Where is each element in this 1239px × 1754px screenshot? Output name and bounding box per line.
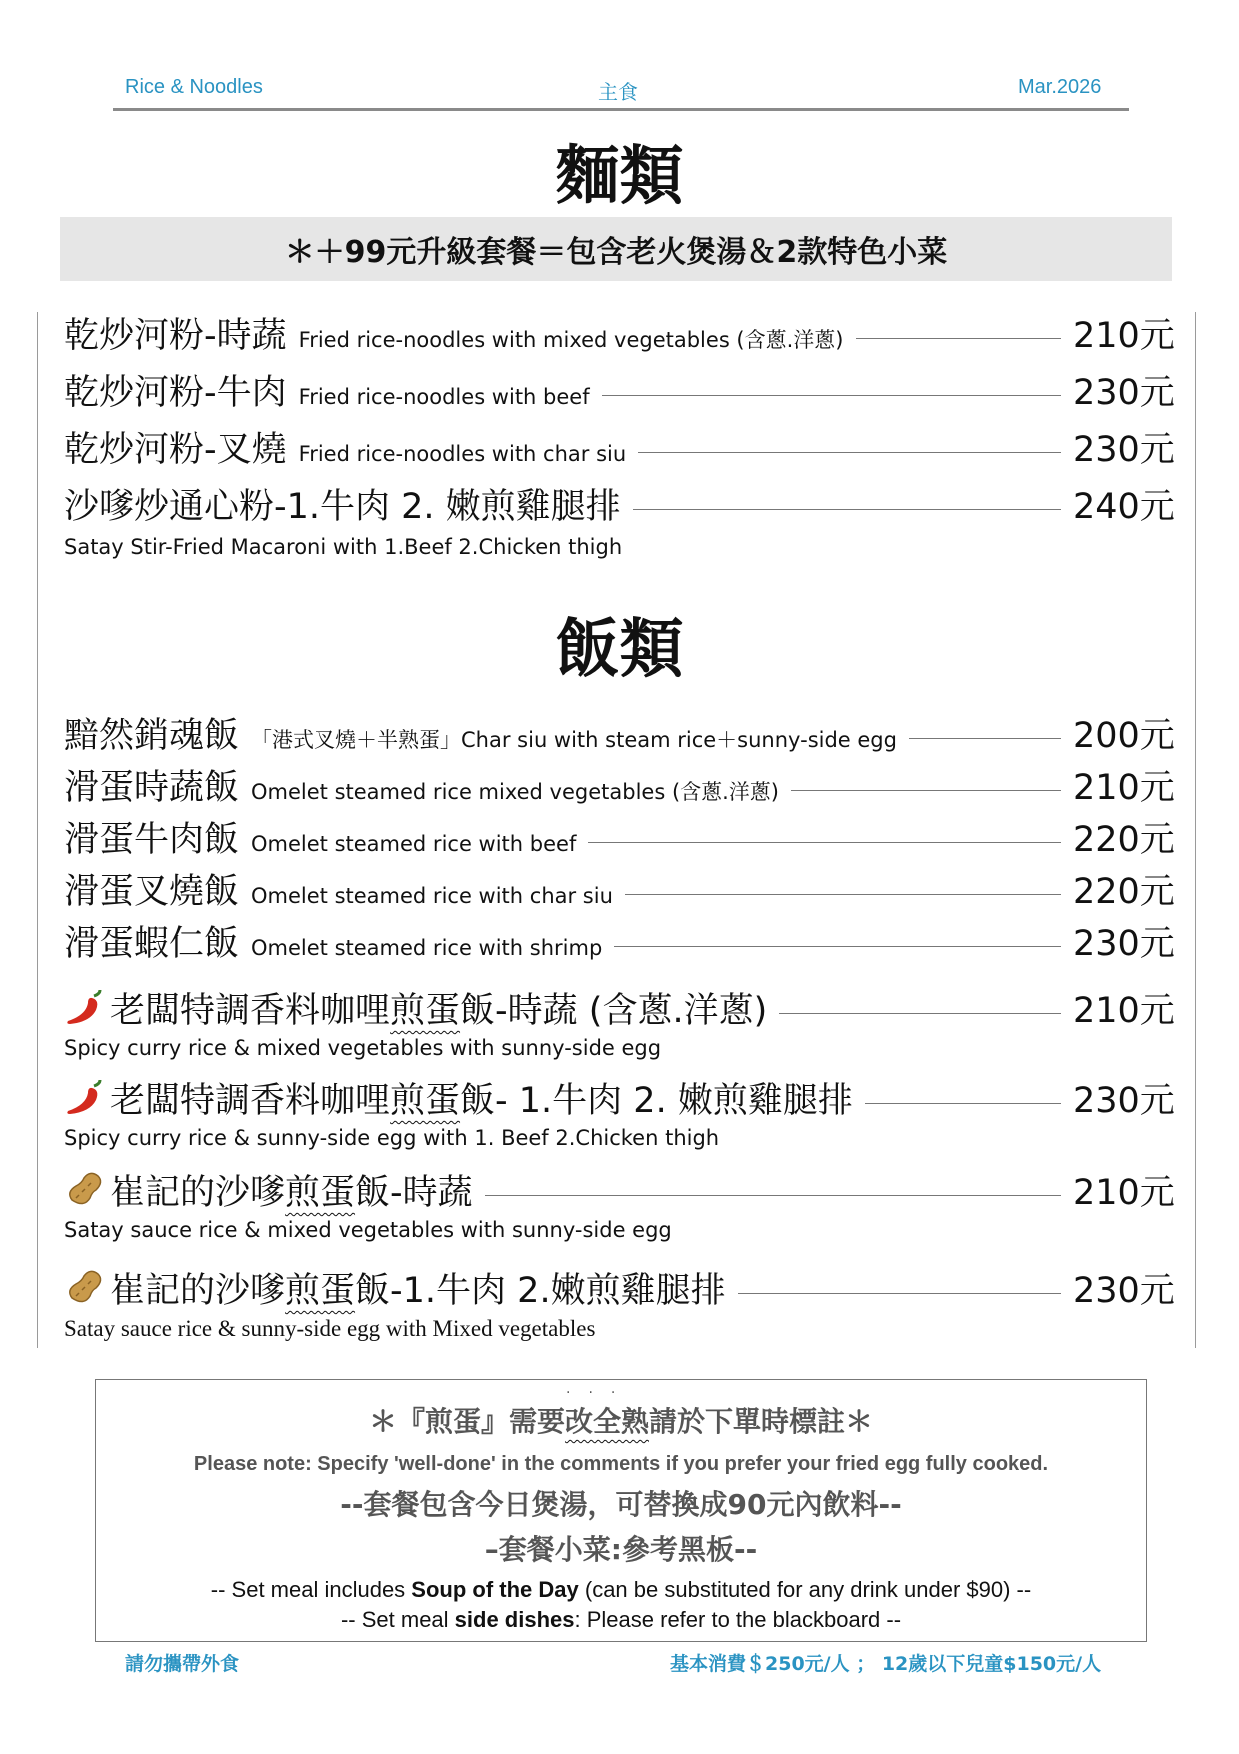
- special-item: [64, 1263, 1185, 1313]
- item-name-part: 崔記的沙嗲: [110, 1271, 286, 1311]
- footer-right: 基本消費＄250元/人 ； 12歲以下兒童$150元/人: [670, 1653, 1102, 1675]
- item-name-part: 煎蛋: [390, 1081, 461, 1121]
- special-item: [64, 1165, 1185, 1215]
- peanut-icon: [64, 1170, 104, 1210]
- side-note-part: side dishes: [454, 1607, 575, 1632]
- item-price: 230元: [1073, 373, 1175, 413]
- leader-line: [638, 452, 1061, 453]
- left-border-line: [37, 312, 38, 1348]
- leader-line: [865, 1103, 1061, 1104]
- item-desc: 「港式叉燒＋半熟蛋」Char siu with steam rice＋sunny-side egg: [251, 728, 897, 752]
- item-name: 沙嗲炒通心粉-1.牛肉 2. 嫩煎雞腿排: [64, 487, 621, 527]
- item-price: 210元: [1073, 991, 1175, 1031]
- item-name-part: 飯- 1.牛肉 2. 嫩煎雞腿排: [460, 1081, 853, 1121]
- side-note-part: -- Set meal: [340, 1607, 455, 1632]
- item-desc: Omelet steamed rice with char siu: [251, 884, 613, 908]
- header-right: Mar.2026: [1018, 76, 1102, 98]
- soup-note-part: -- Set meal includes: [210, 1577, 412, 1602]
- item-subtitle: Satay Stir-Fried Macaroni with 1.Beef 2.Chicken thigh: [64, 535, 623, 559]
- item-name: 滑蛋叉燒飯: [64, 872, 240, 912]
- item-subtitle: Spicy curry rice & sunny-side egg with 1. Beef 2.Chicken thigh: [64, 1126, 720, 1150]
- leader-line: [779, 1013, 1061, 1014]
- item-price: 220元: [1073, 872, 1175, 912]
- soup-note-part: Soup of the Day: [411, 1577, 579, 1602]
- item-price: 240元: [1073, 487, 1175, 527]
- leader-line: [602, 395, 1061, 396]
- item-subtitle: Satay sauce rice & sunny-side egg with Mixed vegetables: [64, 1316, 596, 1341]
- egg-note-en: Please note: Specify 'well-done' in the comments if you prefer your fried egg fully cooked.: [193, 1453, 1049, 1475]
- leader-line: [625, 894, 1061, 895]
- leader-line: [738, 1293, 1061, 1294]
- item-name-part: 煎蛋: [285, 1271, 356, 1311]
- egg-note-part: 改全熟: [564, 1405, 649, 1438]
- item-name: 乾炒河粉-叉燒: [64, 430, 287, 470]
- menu-item: [64, 916, 1185, 966]
- item-price: 210元: [1073, 316, 1175, 356]
- item-desc: Fried rice-noodles with char siu: [298, 442, 627, 466]
- soup-note-zh: --套餐包含今日煲湯，可替換成90元內飲料--: [340, 1488, 902, 1521]
- menu-item: [64, 864, 1185, 914]
- egg-note-part: ＊『煎蛋』需要: [368, 1405, 565, 1438]
- item-name-part: 老闆特調香料咖哩: [110, 991, 391, 1031]
- leader-line: [614, 946, 1061, 947]
- special-item: [64, 983, 1185, 1033]
- side-note-zh: –套餐小菜:參考黑板--: [484, 1533, 758, 1566]
- item-name-part: 煎蛋: [390, 991, 461, 1031]
- item-name: 滑蛋牛肉飯: [64, 820, 240, 860]
- item-name: 黯然銷魂飯: [64, 716, 240, 756]
- footer-left: 請勿攜帶外食: [125, 1653, 240, 1675]
- special-item: [64, 1073, 1185, 1123]
- item-price: 210元: [1073, 1173, 1175, 1213]
- menu-item: [64, 422, 1185, 472]
- chili-pepper-icon: [64, 1078, 104, 1118]
- leader-line: [588, 842, 1061, 843]
- menu-item: [64, 308, 1185, 358]
- set-meal-banner: ＊＋99元升級套餐＝包含老火煲湯＆2款特色小菜: [60, 217, 1172, 281]
- menu-item: [64, 365, 1185, 415]
- menu-item: [64, 479, 1185, 529]
- egg-note-part: 請於下單時標註＊: [649, 1405, 874, 1438]
- side-note-en: [96, 1607, 1146, 1633]
- item-name-part: 飯-時蔬: [355, 1173, 473, 1213]
- leader-line: [633, 509, 1061, 510]
- decorative-dots: ···: [566, 1385, 634, 1401]
- item-name-part: 飯-1.牛肉 2.嫩煎雞腿排: [355, 1271, 726, 1311]
- soup-note-en: [96, 1577, 1146, 1603]
- notes-box: [95, 1379, 1147, 1642]
- item-price: 230元: [1073, 1271, 1175, 1311]
- leader-line: [485, 1195, 1061, 1196]
- item-price: 200元: [1073, 716, 1175, 756]
- leader-line: [909, 738, 1061, 739]
- item-name: 滑蛋蝦仁飯: [64, 924, 240, 964]
- leader-line: [856, 338, 1062, 339]
- item-name-part: 煎蛋: [285, 1173, 356, 1213]
- header-center: 主食: [598, 82, 638, 104]
- item-price: 230元: [1073, 924, 1175, 964]
- side-note-part: : Please refer to the blackboard --: [574, 1607, 902, 1632]
- header-left: Rice & Noodles: [125, 76, 263, 98]
- soup-note-part: (can be substituted for any drink under $90) --: [578, 1577, 1032, 1602]
- item-desc: Omelet steamed rice with shrimp: [251, 936, 603, 960]
- item-price: 220元: [1073, 820, 1175, 860]
- item-name: 滑蛋時蔬飯: [64, 768, 240, 808]
- item-subtitle: Satay sauce rice & mixed vegetables with sunny-side egg: [64, 1218, 672, 1242]
- noodles-title: 麵類: [555, 140, 684, 214]
- item-desc: Fried rice-noodles with beef: [298, 385, 590, 409]
- item-desc: Fried rice-noodles with mixed vegetables (含蔥.洋蔥): [298, 328, 844, 352]
- menu-item: [64, 812, 1185, 862]
- menu-item: [64, 708, 1185, 758]
- rice-title: 飯類: [555, 613, 684, 687]
- item-price: 210元: [1073, 768, 1175, 808]
- item-name-part: 飯-時蔬 (含蔥.洋蔥): [460, 991, 768, 1031]
- menu-item: [64, 760, 1185, 810]
- item-name-part: 老闆特調香料咖哩: [110, 1081, 391, 1121]
- item-name: 乾炒河粉-牛肉: [64, 373, 287, 413]
- item-subtitle: Spicy curry rice & mixed vegetables with sunny-side egg: [64, 1036, 662, 1060]
- item-desc: Omelet steamed rice with beef: [251, 832, 577, 856]
- item-price: 230元: [1073, 430, 1175, 470]
- peanut-icon: [64, 1268, 104, 1308]
- item-price: 230元: [1073, 1081, 1175, 1121]
- right-border-line: [1195, 312, 1196, 1348]
- egg-note-zh: [96, 1400, 1146, 1440]
- item-name: 乾炒河粉-時蔬: [64, 316, 287, 356]
- item-desc: Omelet steamed rice mixed vegetables (含蔥.洋蔥): [251, 780, 779, 804]
- leader-line: [791, 790, 1061, 791]
- chili-pepper-icon: [64, 988, 104, 1028]
- header-divider: [113, 108, 1129, 111]
- item-name-part: 崔記的沙嗲: [110, 1173, 286, 1213]
